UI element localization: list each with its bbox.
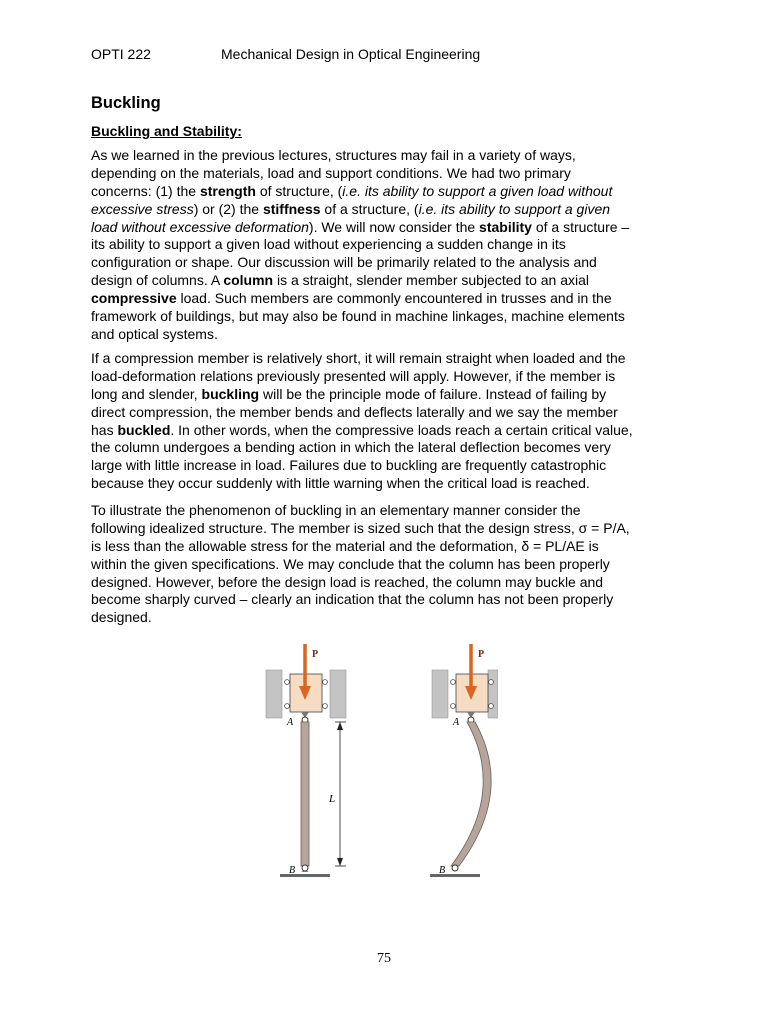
text-run: designed. However, before the design load is reached, the column may buckle and bbox=[91, 573, 604, 590]
text-line bbox=[91, 290, 691, 308]
pin-a-label: A bbox=[453, 717, 460, 728]
text-run: of structure, ( bbox=[255, 182, 343, 199]
text-line bbox=[91, 219, 691, 237]
load-label: P bbox=[312, 649, 319, 660]
bold-term: buckled bbox=[117, 421, 171, 438]
text-run: following idealized structure. The member is sized such that the design stress, σ = P/A, bbox=[91, 519, 630, 536]
section-title: Buckling bbox=[91, 94, 161, 112]
text-line bbox=[91, 201, 691, 219]
text-run: is less than the allowable stress for the material and the deformation, δ = PL/AE is bbox=[91, 537, 599, 554]
course-code: OPTI 222 bbox=[91, 46, 151, 62]
bold-term: column bbox=[223, 272, 274, 289]
text-run: ). We will now consider the bbox=[308, 218, 480, 235]
text-line bbox=[91, 457, 691, 475]
text-line bbox=[91, 236, 691, 254]
text-line bbox=[91, 502, 691, 520]
text-run: long and slender, bbox=[91, 385, 202, 402]
column-buckled bbox=[451, 722, 491, 866]
text-run: concerns: (1) the bbox=[91, 182, 200, 199]
italic-phrase: excessive stress bbox=[91, 200, 194, 217]
italic-phrase: load without excessive deformation bbox=[91, 218, 309, 235]
text-run: its ability to support a given load without experiencing a sudden change in its bbox=[91, 236, 566, 253]
text-line bbox=[91, 386, 691, 404]
text-line bbox=[91, 147, 691, 165]
text-run: within the given specifications. We may conclude that the column has been properly bbox=[91, 555, 610, 572]
bold-term: strength bbox=[199, 182, 256, 199]
text-line bbox=[91, 422, 691, 440]
pin-b-label: B bbox=[289, 865, 296, 876]
italic-phrase: i.e. its ability to support a given bbox=[418, 200, 611, 217]
text-run: If a compression member is relatively short, it will remain straight when loaded and the bbox=[91, 350, 626, 366]
text-run: and optical systems. bbox=[91, 325, 218, 342]
text-line bbox=[91, 165, 691, 183]
text-line bbox=[91, 326, 691, 344]
length-label: L bbox=[329, 793, 336, 805]
text-line bbox=[91, 439, 691, 457]
text-line bbox=[91, 404, 691, 422]
course-title: Mechanical Design in Optical Engineering bbox=[221, 46, 481, 62]
text-run: of a structure, ( bbox=[320, 200, 419, 217]
text-line bbox=[91, 520, 691, 538]
text-run: designed. bbox=[91, 609, 152, 626]
pin-b bbox=[452, 865, 458, 871]
text-run: become sharply curved – clearly an indication that the column has not been properly bbox=[91, 591, 614, 608]
text-run: To illustrate the phenomenon of buckling in an elementary manner consider the bbox=[91, 502, 581, 518]
text-run: of a structure – bbox=[531, 218, 630, 235]
text-run: load-deformation relations previously presented will apply. However, if the member is bbox=[91, 367, 616, 384]
text-run: As we learned in the previous lectures, structures may fail in a variety of ways, bbox=[91, 147, 576, 163]
text-run: will be the principle mode of failure. Instead of failing by bbox=[259, 385, 607, 402]
text-line bbox=[91, 475, 691, 493]
text-run: . In other words, when the compressive loads reach a certain critical value, bbox=[170, 421, 633, 438]
italic-phrase: i.e. its ability to support a given load without bbox=[342, 182, 613, 199]
text-line bbox=[91, 591, 691, 609]
pin-a-label: A bbox=[287, 717, 294, 728]
bold-term: stability bbox=[479, 218, 532, 235]
text-run: the column undergoes a bending action in which the lateral deflection becomes very bbox=[91, 439, 611, 456]
subsection-title: Buckling and Stability: bbox=[91, 123, 242, 139]
text-run: framework of buildings, but may also be found in machine linkages, machine elements bbox=[91, 308, 625, 325]
bold-term: compressive bbox=[91, 290, 177, 307]
bold-term: buckling bbox=[201, 385, 260, 402]
text-run: large with little increase in load. Failures due to buckling are frequently catastrophic bbox=[91, 457, 607, 474]
left-wall bbox=[432, 670, 448, 718]
column-straight bbox=[301, 722, 309, 866]
text-line bbox=[91, 350, 691, 368]
left-wall bbox=[266, 670, 282, 718]
text-run: design of columns. A bbox=[91, 272, 224, 289]
text-run: is a straight, slender member subjected to an axial bbox=[273, 272, 590, 289]
text-run: has bbox=[91, 421, 118, 438]
paragraph-illustration bbox=[91, 502, 691, 627]
text-run: ) or (2) the bbox=[193, 200, 263, 217]
text-line bbox=[91, 308, 691, 326]
text-line bbox=[91, 254, 691, 272]
text-run: depending on the materials, load and support conditions. We had two primary bbox=[91, 164, 571, 181]
straight-column-diagram bbox=[266, 644, 346, 877]
text-run: direct compression, the member bends and deflects laterally and we say the member bbox=[91, 403, 618, 420]
text-run: configuration or shape. Our discussion will be primarily related to the analysis and bbox=[91, 254, 597, 271]
buckling-figure bbox=[258, 642, 498, 902]
text-line bbox=[91, 556, 691, 574]
bold-term: stiffness bbox=[262, 200, 321, 217]
pin-b-label: B bbox=[439, 865, 446, 876]
text-line bbox=[91, 183, 691, 201]
buckled-column-diagram bbox=[430, 644, 498, 877]
text-line bbox=[91, 574, 691, 592]
text-run: load. Such members are commonly encountered in trusses and in the bbox=[176, 290, 612, 307]
text-line bbox=[91, 609, 691, 627]
text-line bbox=[91, 272, 691, 290]
text-line bbox=[91, 368, 691, 386]
text-run: because they occur suddenly with little warning when the critical load is reached. bbox=[91, 475, 590, 492]
page-number: 75 bbox=[377, 951, 391, 966]
paragraph-intro bbox=[91, 147, 691, 344]
text-line bbox=[91, 538, 691, 556]
right-wall bbox=[330, 670, 346, 718]
load-label: P bbox=[478, 649, 485, 660]
paragraph-buckling-definition bbox=[91, 350, 691, 493]
